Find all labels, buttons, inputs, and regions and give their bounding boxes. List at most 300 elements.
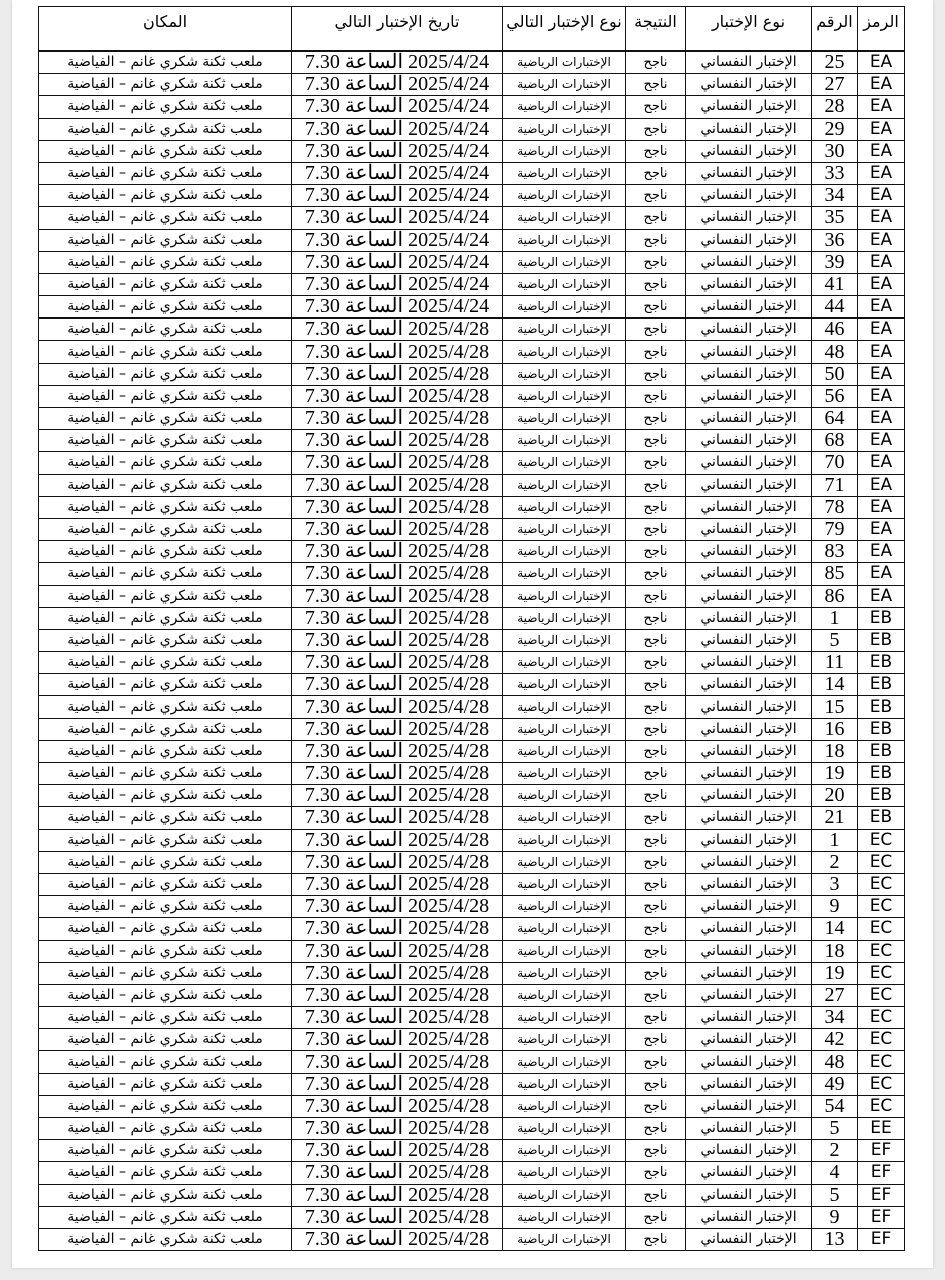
cell-place: ملعب ثكنة شكري غانم – الفياضية: [39, 496, 292, 518]
cell-number: 70: [812, 452, 858, 474]
cell-next-test-type: الإختبارات الرياضية: [503, 785, 626, 807]
cell-next-test-type: الإختبارات الرياضية: [503, 541, 626, 563]
header-code: الرمز: [858, 7, 905, 52]
cell-place: ملعب ثكنة شكري غانم – الفياضية: [39, 162, 292, 184]
cell-result: ناجح: [626, 341, 686, 363]
cell-number: 44: [812, 296, 858, 319]
cell-code: EF: [858, 1140, 905, 1162]
cell-place: ملعب ثكنة شكري غانم – الفياضية: [39, 363, 292, 385]
cell-test-type: الإختبار النفساني: [686, 563, 812, 585]
cell-test-type: الإختبار النفساني: [686, 585, 812, 607]
cell-number: 19: [812, 962, 858, 984]
cell-code: EA: [858, 251, 905, 273]
table-row: [39, 674, 905, 696]
cell-number: 64: [812, 408, 858, 430]
cell-result: ناجح: [626, 652, 686, 674]
cell-next-test-type: الإختبارات الرياضية: [503, 1029, 626, 1051]
cell-test-type: الإختبار النفساني: [686, 1051, 812, 1073]
cell-next-test-date: 2025/4/28 الساعة 7.30: [292, 629, 503, 651]
table-row: [39, 1228, 905, 1250]
cell-next-test-date: 2025/4/28 الساعة 7.30: [292, 408, 503, 430]
cell-place: ملعب ثكنة شكري غانم – الفياضية: [39, 273, 292, 295]
cell-number: 9: [812, 1206, 858, 1228]
cell-result: ناجح: [626, 1184, 686, 1206]
cell-next-test-date: 2025/4/28 الساعة 7.30: [292, 740, 503, 762]
cell-next-test-date: 2025/4/24 الساعة 7.30: [292, 229, 503, 251]
cell-result: ناجح: [626, 718, 686, 740]
table-row: [39, 718, 905, 740]
cell-next-test-date: 2025/4/28 الساعة 7.30: [292, 984, 503, 1006]
cell-next-test-date: 2025/4/28 الساعة 7.30: [292, 430, 503, 452]
cell-code: EF: [858, 1228, 905, 1250]
cell-number: 78: [812, 496, 858, 518]
cell-test-type: الإختبار النفساني: [686, 96, 812, 118]
cell-number: 83: [812, 541, 858, 563]
table-row: [39, 1184, 905, 1206]
table-row: [39, 1051, 905, 1073]
cell-test-type: الإختبار النفساني: [686, 718, 812, 740]
cell-test-type: الإختبار النفساني: [686, 607, 812, 629]
cell-number: 1: [812, 607, 858, 629]
table-row: [39, 1007, 905, 1029]
cell-place: ملعب ثكنة شكري غانم – الفياضية: [39, 452, 292, 474]
cell-next-test-date: 2025/4/28 الساعة 7.30: [292, 1118, 503, 1140]
cell-next-test-date: 2025/4/28 الساعة 7.30: [292, 1051, 503, 1073]
cell-place: ملعب ثكنة شكري غانم – الفياضية: [39, 674, 292, 696]
cell-code: EC: [858, 851, 905, 873]
cell-result: ناجح: [626, 696, 686, 718]
cell-result: ناجح: [626, 873, 686, 895]
header-number: الرقم: [812, 7, 858, 52]
cell-result: ناجح: [626, 74, 686, 96]
cell-test-type: الإختبار النفساني: [686, 1140, 812, 1162]
cell-next-test-date: 2025/4/28 الساعة 7.30: [292, 1228, 503, 1250]
cell-number: 49: [812, 1073, 858, 1095]
cell-code: EA: [858, 430, 905, 452]
cell-next-test-type: الإختبارات الرياضية: [503, 207, 626, 229]
cell-number: 29: [812, 118, 858, 140]
table-body: [39, 51, 905, 1251]
table-row: [39, 785, 905, 807]
cell-place: ملعب ثكنة شكري غانم – الفياضية: [39, 1118, 292, 1140]
cell-next-test-type: الإختبارات الرياضية: [503, 962, 626, 984]
cell-test-type: الإختبار النفساني: [686, 452, 812, 474]
cell-code: EA: [858, 273, 905, 295]
cell-number: 20: [812, 785, 858, 807]
cell-next-test-date: 2025/4/28 الساعة 7.30: [292, 1095, 503, 1117]
cell-next-test-type: الإختبارات الرياضية: [503, 1118, 626, 1140]
cell-test-type: الإختبار النفساني: [686, 807, 812, 829]
cell-number: 15: [812, 696, 858, 718]
cell-next-test-date: 2025/4/28 الساعة 7.30: [292, 318, 503, 341]
cell-number: 34: [812, 185, 858, 207]
cell-number: 9: [812, 896, 858, 918]
table-row: [39, 851, 905, 873]
cell-number: 1: [812, 829, 858, 851]
cell-test-type: الإختبار النفساني: [686, 363, 812, 385]
cell-next-test-type: الإختبارات الرياضية: [503, 96, 626, 118]
cell-next-test-date: 2025/4/28 الساعة 7.30: [292, 674, 503, 696]
table-row: [39, 918, 905, 940]
cell-test-type: الإختبار النفساني: [686, 185, 812, 207]
table-row: [39, 984, 905, 1006]
cell-code: EF: [858, 1162, 905, 1184]
cell-number: 19: [812, 763, 858, 785]
cell-place: ملعب ثكنة شكري غانم – الفياضية: [39, 1228, 292, 1250]
cell-code: EA: [858, 118, 905, 140]
cell-next-test-date: 2025/4/28 الساعة 7.30: [292, 496, 503, 518]
cell-test-type: الإختبار النفساني: [686, 829, 812, 851]
cell-place: ملعب ثكنة شكري غانم – الفياضية: [39, 118, 292, 140]
cell-result: ناجح: [626, 563, 686, 585]
cell-next-test-date: 2025/4/28 الساعة 7.30: [292, 807, 503, 829]
cell-number: 46: [812, 318, 858, 341]
cell-result: ناجح: [626, 962, 686, 984]
cell-number: 16: [812, 718, 858, 740]
table-row: [39, 740, 905, 762]
cell-number: 42: [812, 1029, 858, 1051]
cell-place: ملعب ثكنة شكري غانم – الفياضية: [39, 607, 292, 629]
cell-next-test-date: 2025/4/24 الساعة 7.30: [292, 251, 503, 273]
cell-test-type: الإختبار النفساني: [686, 1029, 812, 1051]
cell-result: ناجح: [626, 629, 686, 651]
cell-number: 5: [812, 1184, 858, 1206]
cell-test-type: الإختبار النفساني: [686, 541, 812, 563]
cell-next-test-date: 2025/4/28 الساعة 7.30: [292, 518, 503, 540]
cell-result: ناجح: [626, 674, 686, 696]
cell-result: ناجح: [626, 851, 686, 873]
cell-next-test-date: 2025/4/28 الساعة 7.30: [292, 474, 503, 496]
cell-next-test-type: الإختبارات الرياضية: [503, 140, 626, 162]
cell-code: EA: [858, 385, 905, 407]
cell-place: ملعب ثكنة شكري غانم – الفياضية: [39, 962, 292, 984]
cell-next-test-type: الإختبارات الرياضية: [503, 296, 626, 319]
cell-test-type: الإختبار النفساني: [686, 696, 812, 718]
cell-place: ملعب ثكنة شكري غانم – الفياضية: [39, 896, 292, 918]
cell-test-type: الإختبار النفساني: [686, 1095, 812, 1117]
cell-result: ناجح: [626, 273, 686, 295]
table-row: [39, 452, 905, 474]
cell-result: ناجح: [626, 296, 686, 319]
table-row: [39, 563, 905, 585]
table-row: [39, 585, 905, 607]
cell-next-test-date: 2025/4/24 الساعة 7.30: [292, 140, 503, 162]
cell-test-type: الإختبار النفساني: [686, 207, 812, 229]
table-row: [39, 341, 905, 363]
cell-next-test-date: 2025/4/28 الساعة 7.30: [292, 607, 503, 629]
cell-place: ملعب ثكنة شكري غانم – الفياضية: [39, 207, 292, 229]
cell-place: ملعب ثكنة شكري غانم – الفياضية: [39, 96, 292, 118]
cell-test-type: الإختبار النفساني: [686, 341, 812, 363]
results-table: [38, 6, 905, 1251]
cell-test-type: الإختبار النفساني: [686, 962, 812, 984]
cell-number: 41: [812, 273, 858, 295]
cell-number: 48: [812, 1051, 858, 1073]
header-next-test-date: تاريخ الإختبار التالي: [292, 7, 503, 52]
cell-code: EA: [858, 474, 905, 496]
cell-next-test-type: الإختبارات الرياضية: [503, 385, 626, 407]
cell-next-test-type: الإختبارات الرياضية: [503, 229, 626, 251]
cell-next-test-date: 2025/4/28 الساعة 7.30: [292, 1162, 503, 1184]
cell-next-test-date: 2025/4/28 الساعة 7.30: [292, 385, 503, 407]
cell-place: ملعب ثكنة شكري غانم – الفياضية: [39, 1095, 292, 1117]
cell-next-test-type: الإختبارات الرياضية: [503, 807, 626, 829]
cell-test-type: الإختبار النفساني: [686, 474, 812, 496]
cell-test-type: الإختبار النفساني: [686, 652, 812, 674]
table-row: [39, 162, 905, 184]
table-row: [39, 518, 905, 540]
cell-result: ناجح: [626, 1073, 686, 1095]
cell-number: 14: [812, 674, 858, 696]
cell-test-type: الإختبار النفساني: [686, 896, 812, 918]
cell-next-test-date: 2025/4/24 الساعة 7.30: [292, 162, 503, 184]
cell-next-test-date: 2025/4/24 الساعة 7.30: [292, 185, 503, 207]
cell-result: ناجح: [626, 541, 686, 563]
cell-next-test-type: الإختبارات الرياضية: [503, 652, 626, 674]
cell-place: ملعب ثكنة شكري غانم – الفياضية: [39, 851, 292, 873]
cell-code: EA: [858, 185, 905, 207]
cell-code: EC: [858, 1051, 905, 1073]
cell-place: ملعب ثكنة شكري غانم – الفياضية: [39, 785, 292, 807]
cell-result: ناجح: [626, 1029, 686, 1051]
cell-number: 27: [812, 984, 858, 1006]
cell-next-test-date: 2025/4/28 الساعة 7.30: [292, 940, 503, 962]
cell-next-test-date: 2025/4/24 الساعة 7.30: [292, 207, 503, 229]
cell-result: ناجح: [626, 740, 686, 762]
cell-number: 5: [812, 629, 858, 651]
cell-number: 2: [812, 851, 858, 873]
cell-place: ملعب ثكنة شكري غانم – الفياضية: [39, 1007, 292, 1029]
table-row: [39, 207, 905, 229]
cell-test-type: الإختبار النفساني: [686, 918, 812, 940]
cell-code: EB: [858, 718, 905, 740]
cell-next-test-date: 2025/4/28 الساعة 7.30: [292, 452, 503, 474]
cell-result: ناجح: [626, 408, 686, 430]
cell-place: ملعب ثكنة شكري غانم – الفياضية: [39, 296, 292, 319]
table-row: [39, 74, 905, 96]
cell-test-type: الإختبار النفساني: [686, 273, 812, 295]
cell-next-test-type: الإختبارات الرياضية: [503, 1184, 626, 1206]
cell-number: 18: [812, 740, 858, 762]
cell-next-test-type: الإختبارات الرياضية: [503, 1228, 626, 1250]
cell-place: ملعب ثكنة شكري غانم – الفياضية: [39, 1051, 292, 1073]
cell-code: EE: [858, 1118, 905, 1140]
cell-test-type: الإختبار النفساني: [686, 1007, 812, 1029]
cell-result: ناجح: [626, 1007, 686, 1029]
cell-next-test-type: الإختبارات الرياضية: [503, 51, 626, 74]
cell-result: ناجح: [626, 229, 686, 251]
cell-place: ملعب ثكنة شكري غانم – الفياضية: [39, 229, 292, 251]
header-place: المكان: [39, 7, 292, 52]
cell-test-type: الإختبار النفساني: [686, 318, 812, 341]
cell-place: ملعب ثكنة شكري غانم – الفياضية: [39, 829, 292, 851]
cell-result: ناجح: [626, 829, 686, 851]
cell-result: ناجح: [626, 607, 686, 629]
cell-next-test-date: 2025/4/28 الساعة 7.30: [292, 851, 503, 873]
table-row: [39, 251, 905, 273]
cell-next-test-date: 2025/4/28 الساعة 7.30: [292, 341, 503, 363]
cell-next-test-date: 2025/4/28 الساعة 7.30: [292, 918, 503, 940]
cell-test-type: الإختبار النفساني: [686, 785, 812, 807]
cell-place: ملعب ثكنة شكري غانم – الفياضية: [39, 763, 292, 785]
cell-code: EC: [858, 829, 905, 851]
cell-result: ناجح: [626, 785, 686, 807]
cell-code: EA: [858, 541, 905, 563]
cell-test-type: الإختبار النفساني: [686, 229, 812, 251]
cell-number: 36: [812, 229, 858, 251]
cell-number: 85: [812, 563, 858, 585]
cell-next-test-type: الإختبارات الرياضية: [503, 851, 626, 873]
cell-result: ناجح: [626, 518, 686, 540]
cell-place: ملعب ثكنة شكري غانم – الفياضية: [39, 629, 292, 651]
cell-test-type: الإختبار النفساني: [686, 851, 812, 873]
cell-test-type: الإختبار النفساني: [686, 385, 812, 407]
cell-test-type: الإختبار النفساني: [686, 1073, 812, 1095]
cell-next-test-type: الإختبارات الرياضية: [503, 896, 626, 918]
cell-place: ملعب ثكنة شكري غانم – الفياضية: [39, 251, 292, 273]
cell-code: EA: [858, 341, 905, 363]
table-header: [39, 7, 905, 52]
cell-result: ناجح: [626, 1140, 686, 1162]
cell-next-test-type: الإختبارات الرياضية: [503, 763, 626, 785]
cell-place: ملعب ثكنة شكري غانم – الفياضية: [39, 563, 292, 585]
cell-next-test-type: الإختبارات الرياضية: [503, 696, 626, 718]
cell-next-test-date: 2025/4/28 الساعة 7.30: [292, 585, 503, 607]
cell-result: ناجح: [626, 1051, 686, 1073]
cell-place: ملعب ثكنة شكري غانم – الفياضية: [39, 873, 292, 895]
cell-next-test-type: الإختبارات الرياضية: [503, 918, 626, 940]
cell-place: ملعب ثكنة شكري غانم – الفياضية: [39, 940, 292, 962]
table-row: [39, 96, 905, 118]
cell-next-test-type: الإختبارات الرياضية: [503, 1140, 626, 1162]
cell-number: 4: [812, 1162, 858, 1184]
cell-result: ناجح: [626, 207, 686, 229]
cell-place: ملعب ثكنة شكري غانم – الفياضية: [39, 341, 292, 363]
cell-number: 28: [812, 96, 858, 118]
cell-result: ناجح: [626, 140, 686, 162]
cell-place: ملعب ثكنة شكري غانم – الفياضية: [39, 984, 292, 1006]
cell-place: ملعب ثكنة شكري غانم – الفياضية: [39, 807, 292, 829]
cell-next-test-type: الإختبارات الرياضية: [503, 341, 626, 363]
cell-place: ملعب ثكنة شكري غانم – الفياضية: [39, 1140, 292, 1162]
table-row: [39, 118, 905, 140]
cell-result: ناجح: [626, 1228, 686, 1250]
cell-test-type: الإختبار النفساني: [686, 984, 812, 1006]
cell-code: EC: [858, 962, 905, 984]
table-row: [39, 873, 905, 895]
cell-code: EC: [858, 984, 905, 1006]
cell-number: 48: [812, 341, 858, 363]
cell-next-test-date: 2025/4/28 الساعة 7.30: [292, 763, 503, 785]
cell-next-test-date: 2025/4/28 الساعة 7.30: [292, 652, 503, 674]
cell-next-test-date: 2025/4/28 الساعة 7.30: [292, 1184, 503, 1206]
cell-number: 33: [812, 162, 858, 184]
cell-code: EA: [858, 563, 905, 585]
cell-place: ملعب ثكنة شكري غانم – الفياضية: [39, 1029, 292, 1051]
cell-next-test-type: الإختبارات الرياضية: [503, 718, 626, 740]
cell-place: ملعب ثكنة شكري غانم – الفياضية: [39, 474, 292, 496]
cell-result: ناجح: [626, 984, 686, 1006]
cell-next-test-date: 2025/4/28 الساعة 7.30: [292, 873, 503, 895]
table-row: [39, 940, 905, 962]
table-row: [39, 1206, 905, 1228]
table-row: [39, 1118, 905, 1140]
cell-next-test-date: 2025/4/24 الساعة 7.30: [292, 51, 503, 74]
table-row: [39, 1162, 905, 1184]
cell-code: EC: [858, 940, 905, 962]
table-row: [39, 474, 905, 496]
cell-code: EA: [858, 296, 905, 319]
cell-number: 5: [812, 1118, 858, 1140]
cell-next-test-date: 2025/4/28 الساعة 7.30: [292, 829, 503, 851]
cell-next-test-type: الإختبارات الرياضية: [503, 74, 626, 96]
cell-number: 2: [812, 1140, 858, 1162]
cell-next-test-type: الإختبارات الرياضية: [503, 629, 626, 651]
cell-number: 14: [812, 918, 858, 940]
cell-result: ناجح: [626, 585, 686, 607]
cell-code: EC: [858, 873, 905, 895]
cell-code: EA: [858, 318, 905, 341]
cell-code: EF: [858, 1206, 905, 1228]
cell-next-test-type: الإختبارات الرياضية: [503, 430, 626, 452]
cell-next-test-type: الإختبارات الرياضية: [503, 1007, 626, 1029]
cell-code: EA: [858, 496, 905, 518]
cell-next-test-type: الإختبارات الرياضية: [503, 873, 626, 895]
cell-result: ناجح: [626, 96, 686, 118]
cell-code: EB: [858, 652, 905, 674]
cell-next-test-type: الإختبارات الرياضية: [503, 162, 626, 184]
cell-code: EB: [858, 785, 905, 807]
cell-test-type: الإختبار النفساني: [686, 740, 812, 762]
table-row: [39, 696, 905, 718]
cell-test-type: الإختبار النفساني: [686, 496, 812, 518]
cell-test-type: الإختبار النفساني: [686, 940, 812, 962]
cell-place: ملعب ثكنة شكري غانم – الفياضية: [39, 740, 292, 762]
table-row: [39, 385, 905, 407]
cell-number: 56: [812, 385, 858, 407]
cell-test-type: الإختبار النفساني: [686, 873, 812, 895]
cell-code: EC: [858, 918, 905, 940]
table-row: [39, 1073, 905, 1095]
cell-result: ناجح: [626, 452, 686, 474]
cell-result: ناجح: [626, 318, 686, 341]
header-row: [39, 7, 905, 52]
cell-number: 11: [812, 652, 858, 674]
cell-code: EA: [858, 518, 905, 540]
cell-next-test-type: الإختبارات الرياضية: [503, 563, 626, 585]
cell-result: ناجح: [626, 918, 686, 940]
cell-next-test-date: 2025/4/28 الساعة 7.30: [292, 363, 503, 385]
cell-next-test-type: الإختبارات الرياضية: [503, 940, 626, 962]
cell-test-type: الإختبار النفساني: [686, 51, 812, 74]
cell-place: ملعب ثكنة شكري غانم – الفياضية: [39, 1206, 292, 1228]
cell-result: ناجح: [626, 763, 686, 785]
cell-next-test-date: 2025/4/24 الساعة 7.30: [292, 273, 503, 295]
cell-next-test-date: 2025/4/28 الساعة 7.30: [292, 962, 503, 984]
cell-result: ناجح: [626, 807, 686, 829]
cell-next-test-date: 2025/4/28 الساعة 7.30: [292, 1206, 503, 1228]
cell-next-test-type: الإختبارات الرياضية: [503, 474, 626, 496]
cell-code: EA: [858, 363, 905, 385]
table-row: [39, 430, 905, 452]
table-row: [39, 408, 905, 430]
cell-test-type: الإختبار النفساني: [686, 629, 812, 651]
cell-next-test-date: 2025/4/28 الساعة 7.30: [292, 1140, 503, 1162]
cell-code: EC: [858, 896, 905, 918]
cell-code: EA: [858, 585, 905, 607]
cell-code: EB: [858, 740, 905, 762]
cell-code: EA: [858, 96, 905, 118]
